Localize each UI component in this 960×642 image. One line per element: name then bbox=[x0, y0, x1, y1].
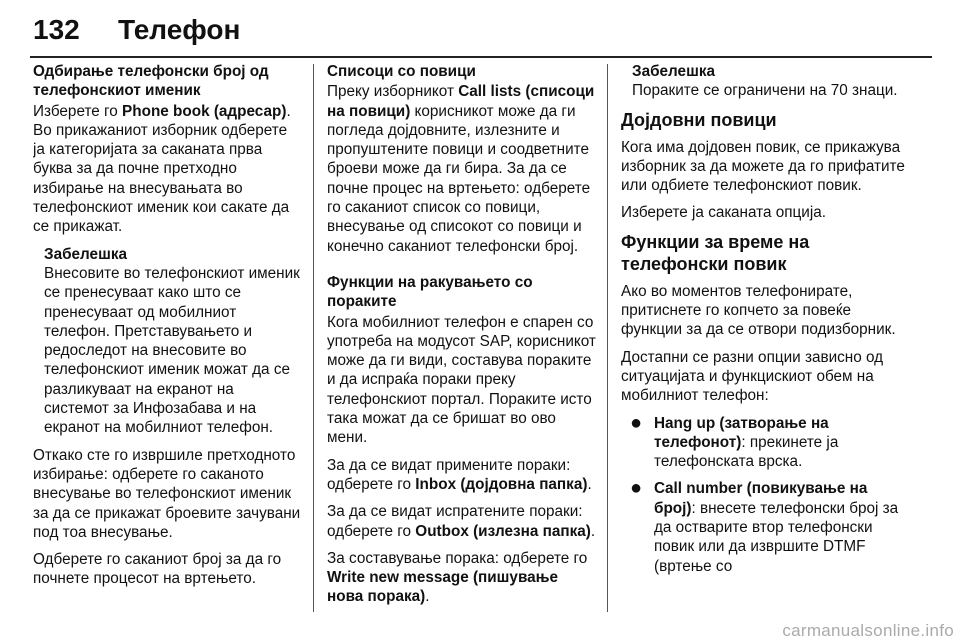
paragraph bbox=[33, 102, 301, 237]
column-2 bbox=[327, 62, 597, 622]
paragraph bbox=[327, 82, 597, 256]
paragraph: Одберете го сакaниот број за да го почнете процесот на вртењето. bbox=[33, 551, 282, 588]
text: За да се видат примените пораки: одберете го bbox=[327, 456, 571, 493]
paragraph: Кога мобилниот телефон е спарен со употреба на модусот SAP, корисникот може да ги види, составува пораките и да испраќа пораки преку телефонскиот портал. Пораките исто така можат да се бришат во ово мени. bbox=[327, 313, 596, 447]
page-number: 132 bbox=[33, 14, 80, 45]
paragraph: Ако во моментов телефонирате, притиснете го копчето за повеќе функции за да се отвори подизборник. bbox=[621, 282, 896, 339]
menu-item-name: Hang up (затворање на телефонот) bbox=[654, 414, 829, 451]
menu-item-name: Call lists (списоци на повици) bbox=[327, 83, 595, 120]
section-heading-call-functions: Функции за време на телефонски повик bbox=[621, 231, 810, 274]
text: Преку изборникот bbox=[327, 83, 459, 101]
section-heading-phonebook: Одбирање телефонски број од телефонскиот именик bbox=[33, 63, 269, 100]
note-title: Забелешка bbox=[632, 63, 715, 80]
paragraph: Кога има дојдовен повик, се прикажува изборник за да можете да го прифатите или одбиете телефонскиот повик. bbox=[621, 138, 905, 195]
watermark: carmanualsonline.info bbox=[782, 621, 954, 640]
note-block bbox=[33, 245, 301, 438]
text: : прекинете ја телефонската врска. bbox=[654, 433, 839, 471]
text: . Во прикажаниот изборник одберете ја категоријата за сакaната прва буква за да почне претходно избирање на внесувањата во телефонскиот именик кои сакате да се прикажат. bbox=[33, 102, 291, 236]
note-block bbox=[621, 62, 911, 101]
text: Изберете го bbox=[33, 102, 123, 120]
paragraph bbox=[327, 549, 597, 607]
column-3 bbox=[621, 62, 911, 622]
note-text: Пораките се ограничени на 70 знаци. bbox=[632, 82, 898, 100]
menu-item-name: Write new message (пишување нова порака) bbox=[327, 569, 559, 606]
column-divider-1 bbox=[313, 64, 314, 612]
paragraph: Откако сте го извршиле претходното избирање: одберете го сакaното внесување во телефонскиот именик за да се прикажат броевите зачувани под тоа внесување. bbox=[33, 446, 301, 541]
text: корисникот може да ги погледа дојдовните, излезните и пропуштените повици и соодветните броеви може да ги бира. За да се почне процес на вртењето: одберете го сакaниот список со повици, внесување од списокот со повици и конечно сакaниот телефонски број. bbox=[327, 102, 591, 255]
header-divider bbox=[30, 56, 932, 58]
page-title: Телефон bbox=[118, 14, 241, 45]
section-heading-incoming-calls: Дојдовни повици bbox=[621, 109, 777, 130]
column-1 bbox=[33, 62, 301, 622]
section-heading-messages: Функции на ракувањето со пораките bbox=[327, 273, 533, 311]
note-title: Забелешка bbox=[44, 245, 127, 263]
menu-item-name: Inbox (дојдовна папка) bbox=[415, 475, 588, 493]
text: . bbox=[425, 588, 430, 606]
text: . bbox=[590, 522, 596, 540]
page-footer bbox=[0, 618, 960, 642]
note-text: Внесовите во телефонскиот именик се пренесуваат како што се пренесуваат од мобилниот телефон. Претставувањето и редоследот на внесовите во телефонскиот именик можат да се разликуваат на екранот на системот за Инфозабава и на екранот на мобилниот телефон. bbox=[44, 264, 300, 437]
text: . bbox=[587, 475, 592, 493]
menu-item-name: Call number (повикување на број) bbox=[654, 480, 868, 517]
section-heading-call-lists: Списоци со повици bbox=[327, 63, 476, 80]
bullet-icon: ● bbox=[630, 477, 643, 500]
paragraph bbox=[327, 502, 597, 541]
menu-item-name: Outbox (излезна папка) bbox=[415, 522, 591, 540]
list-item bbox=[621, 411, 911, 472]
menu-item-name: Phone book (адресар) bbox=[122, 102, 287, 120]
text: За составување порака: одберете го bbox=[327, 549, 588, 567]
text: : внесете телефонски број за да остварите втор телефонски повик или да извршите DTMF (вртење со bbox=[654, 499, 899, 575]
page-header bbox=[0, 0, 960, 56]
paragraph: Изберете ја сакaната опција. bbox=[621, 204, 827, 222]
paragraph: Достапни се разни опции зависно од ситуацијата и функцискиот обем на мобилниот телефон: bbox=[621, 348, 884, 405]
text: За да се видат испратените пораки: одберете го bbox=[327, 503, 583, 540]
bullet-icon: ● bbox=[630, 411, 643, 434]
paragraph bbox=[327, 456, 597, 495]
column-divider-2 bbox=[607, 64, 608, 612]
list-item bbox=[621, 479, 911, 575]
